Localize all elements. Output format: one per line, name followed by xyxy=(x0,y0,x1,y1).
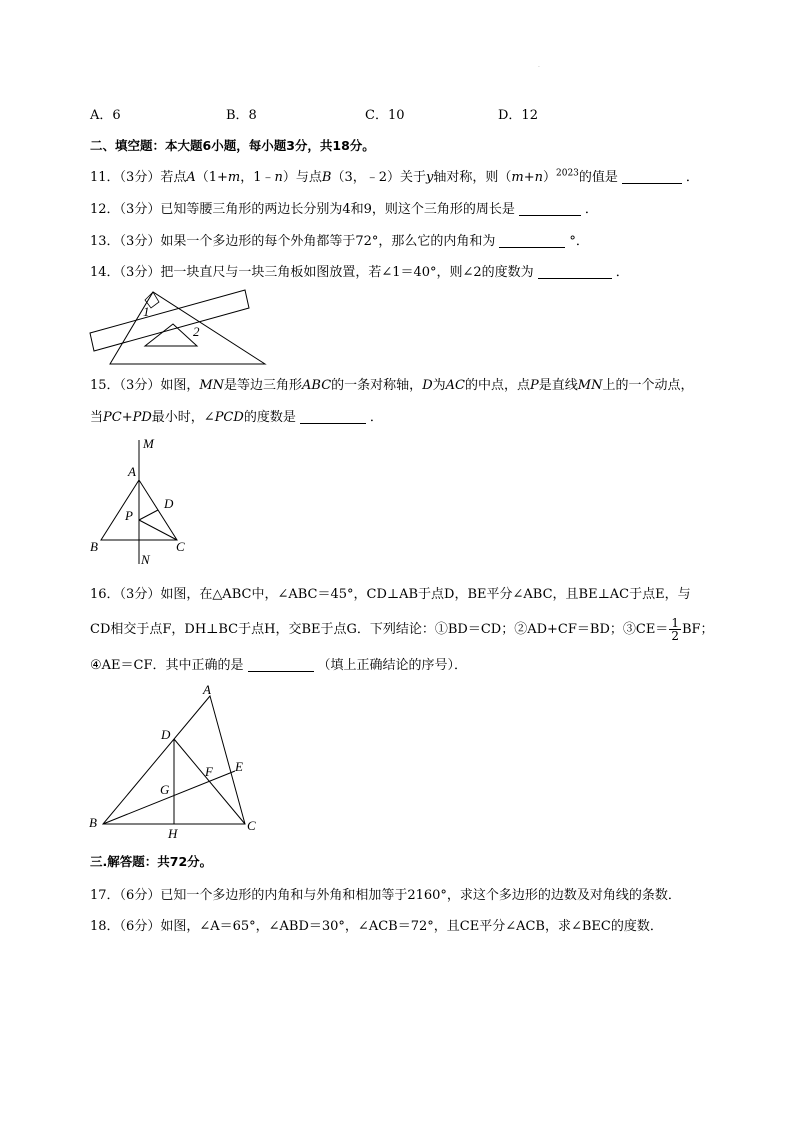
answer-blank[interactable] xyxy=(248,657,314,672)
question-16-line-3: ④AE＝CF．其中正确的是 （填上正确结论的序号）． xyxy=(90,658,468,673)
point-f-label: F xyxy=(205,764,213,779)
point-d-label: D xyxy=(164,496,174,511)
ruler-triangle-figure xyxy=(85,286,275,368)
point-n-label: N xyxy=(141,552,150,567)
question-16-line-1: 16．（3分）如图，在△ABC中，∠ABC＝45°，CD⊥AB于点D，BE平分∠ABC，且BE⊥AC于点E，与 xyxy=(90,587,691,602)
answer-blank[interactable] xyxy=(538,264,612,279)
fraction-one-half: $\frac{1}{2}$ xyxy=(671,616,679,643)
point-m-label: M xyxy=(143,436,154,451)
point-c-label: C xyxy=(247,818,256,833)
question-11: 11．（3分）若点A（1+m，1﹣n）与点B（3，﹣2）关于y轴对称，则$(m+n)^{2023}$的值是 ． xyxy=(90,168,699,185)
angle-1-label: 1 xyxy=(143,304,150,319)
option-d: D．12 xyxy=(498,108,538,123)
point-g-label: G xyxy=(160,782,170,797)
point-c-label: C xyxy=(176,539,185,554)
question-16-line-2: CD相交于点F，DH⊥BC于点H，交BE于点G．下列结论：①BD＝CD；②AD+CF＝BD；③CE＝ $\frac{1}{2}$ BF； xyxy=(90,616,714,643)
point-b-label: B xyxy=(90,539,98,554)
point-d-label: D xyxy=(161,727,171,742)
equilateral-triangle-figure xyxy=(85,434,205,570)
option-b: B．8 xyxy=(226,108,257,123)
question-14: 14．（3分）把一块直尺与一块三角板如图放置，若∠1＝40°，则∠2的度数为 ． xyxy=(90,265,629,280)
question-15-line-2: 当PC+PD最小时，∠PCD的度数是 ． xyxy=(90,410,383,425)
question-17: 17．（6分）已知一个多边形的内角和与外角和相加等于2160°，求这个多边形的边数及对角线的条数． xyxy=(90,888,681,903)
answer-blank[interactable] xyxy=(499,233,565,248)
option-c: C．10 xyxy=(365,108,405,123)
question-18: 18．（6分）如图，∠A＝65°，∠ABD＝30°，∠ACB＝72°，且CE平分∠ACB，求∠BEC的度数． xyxy=(90,919,663,934)
answer-blank[interactable] xyxy=(519,201,581,216)
point-e-label: E xyxy=(235,759,243,774)
page-mark: · xyxy=(538,64,540,71)
question-13: 13．（3分）如果一个多边形的每个外角都等于72°，那么它的内角和为 °． xyxy=(90,234,589,249)
triangle-abc-figure xyxy=(85,680,275,842)
section-3-heading: 三.解答题：共72分。 xyxy=(90,854,213,869)
option-a: A．6 xyxy=(90,108,121,123)
section-2-heading: 二、填空题：本大题6小题，每小题3分，共18分。 xyxy=(90,138,375,153)
point-p-label: P xyxy=(125,508,133,523)
point-a-label: A xyxy=(203,682,211,697)
question-12: 12．（3分）已知等腰三角形的两边长分别为4和9，则这个三角形的周长是 ． xyxy=(90,202,598,217)
angle-2-label: 2 xyxy=(193,324,200,339)
question-15-line-1: 15．（3分）如图，MN是等边三角形ABC的一条对称轴，D为AC的中点，点P是直线MN上的一个动点， xyxy=(90,378,694,393)
point-h-label: H xyxy=(168,826,178,841)
answer-blank[interactable] xyxy=(622,169,682,184)
point-a-label: A xyxy=(128,464,136,479)
answer-blank[interactable] xyxy=(300,409,366,424)
point-b-label: B xyxy=(89,815,97,830)
